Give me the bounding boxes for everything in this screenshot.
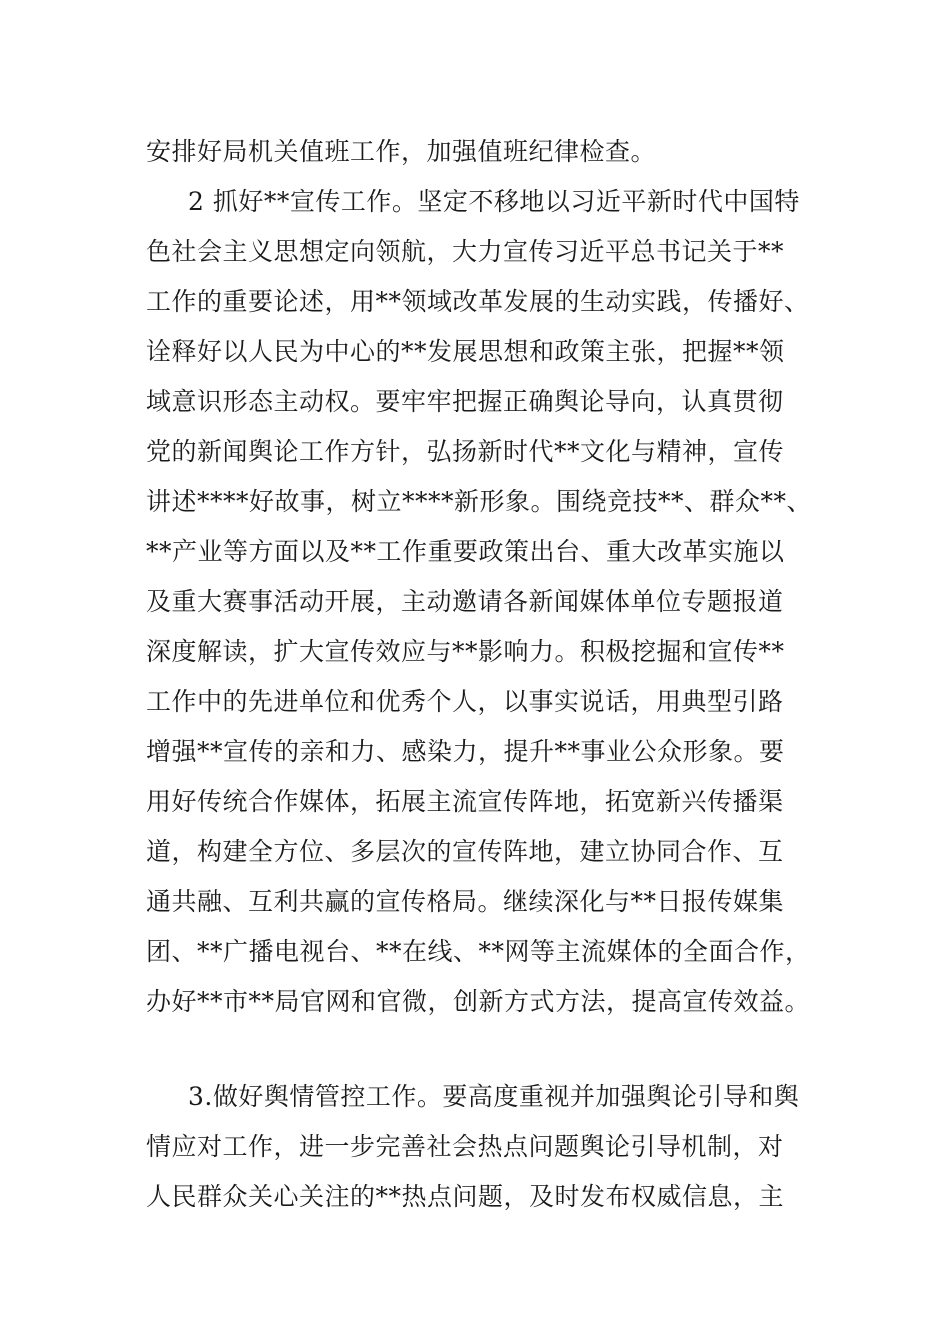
paragraph-2-line-6: 党的新闻舆论工作方针，弘扬新时代**文化与精神，宣传 xyxy=(146,437,785,466)
paragraph-1-line-1: 安排好局机关值班工作，加强值班纪律检查。 xyxy=(146,137,657,166)
paragraph-2-line-17: 办好**市**局官网和官微，创新方式方法，提高宣传效益。 xyxy=(146,987,811,1016)
paragraph-2-line-11: 工作中的先进单位和优秀个人，以事实说话，用典型引路 xyxy=(146,687,784,716)
paragraph-2-line-4: 诠释好以人民为中心的**发展思想和政策主张，把握**领 xyxy=(146,337,785,366)
paragraph-2-line-10: 深度解读，扩大宣传效应与**影响力。积极挖掘和宣传** xyxy=(146,637,785,666)
paragraph-2-line-14: 道，构建全方位、多层次的宣传阵地，建立协同合作、互 xyxy=(146,837,784,866)
paragraph-2-line-12: 增强**宣传的亲和力、感染力，提升**事业公众形象。要 xyxy=(146,737,785,766)
paragraph-2-line-15: 通共融、互利共赢的宣传格局。继续深化与**日报传媒集 xyxy=(146,887,785,916)
paragraph-2-line-9: 及重大赛事活动开展，主动邀请各新闻媒体单位专题报道 xyxy=(146,587,784,616)
paragraph-2-line-2: 色社会主义思想定向领航，大力宣传习近平总书记关于** xyxy=(146,237,785,266)
paragraph-2-line-13: 用好传统合作媒体，拓展主流宣传阵地，拓宽新兴传播渠 xyxy=(146,787,784,816)
paragraph-2-line-5: 域意识形态主动权。要牢牢把握正确舆论导向，认真贯彻 xyxy=(146,387,784,416)
paragraph-2-line-1: 2 抓好**宣传工作。坚定不移地以习近平新时代中国特 xyxy=(188,187,800,216)
paragraph-2-line-8: **产业等方面以及**工作重要政策出台、重大改革实施以 xyxy=(146,537,785,566)
paragraph-3-line-1: 3.做好舆情管控工作。要高度重视并加强舆论引导和舆 xyxy=(188,1082,800,1111)
paragraph-3-line-2: 情应对工作，进一步完善社会热点问题舆论引导机制，对 xyxy=(146,1132,784,1161)
paragraph-2-line-7: 讲述****好故事，树立****新形象。围绕竞技**、群众**、 xyxy=(146,487,813,516)
paragraph-3-line-3: 人民群众关心关注的**热点问题，及时发布权威信息，主 xyxy=(146,1182,785,1211)
paragraph-2-line-3: 工作的重要论述，用**领域改革发展的生动实践，传播好、 xyxy=(146,287,810,316)
paragraph-2-line-16: 团、**广播电视台、**在线、**网等主流媒体的全面合作， xyxy=(146,937,811,966)
